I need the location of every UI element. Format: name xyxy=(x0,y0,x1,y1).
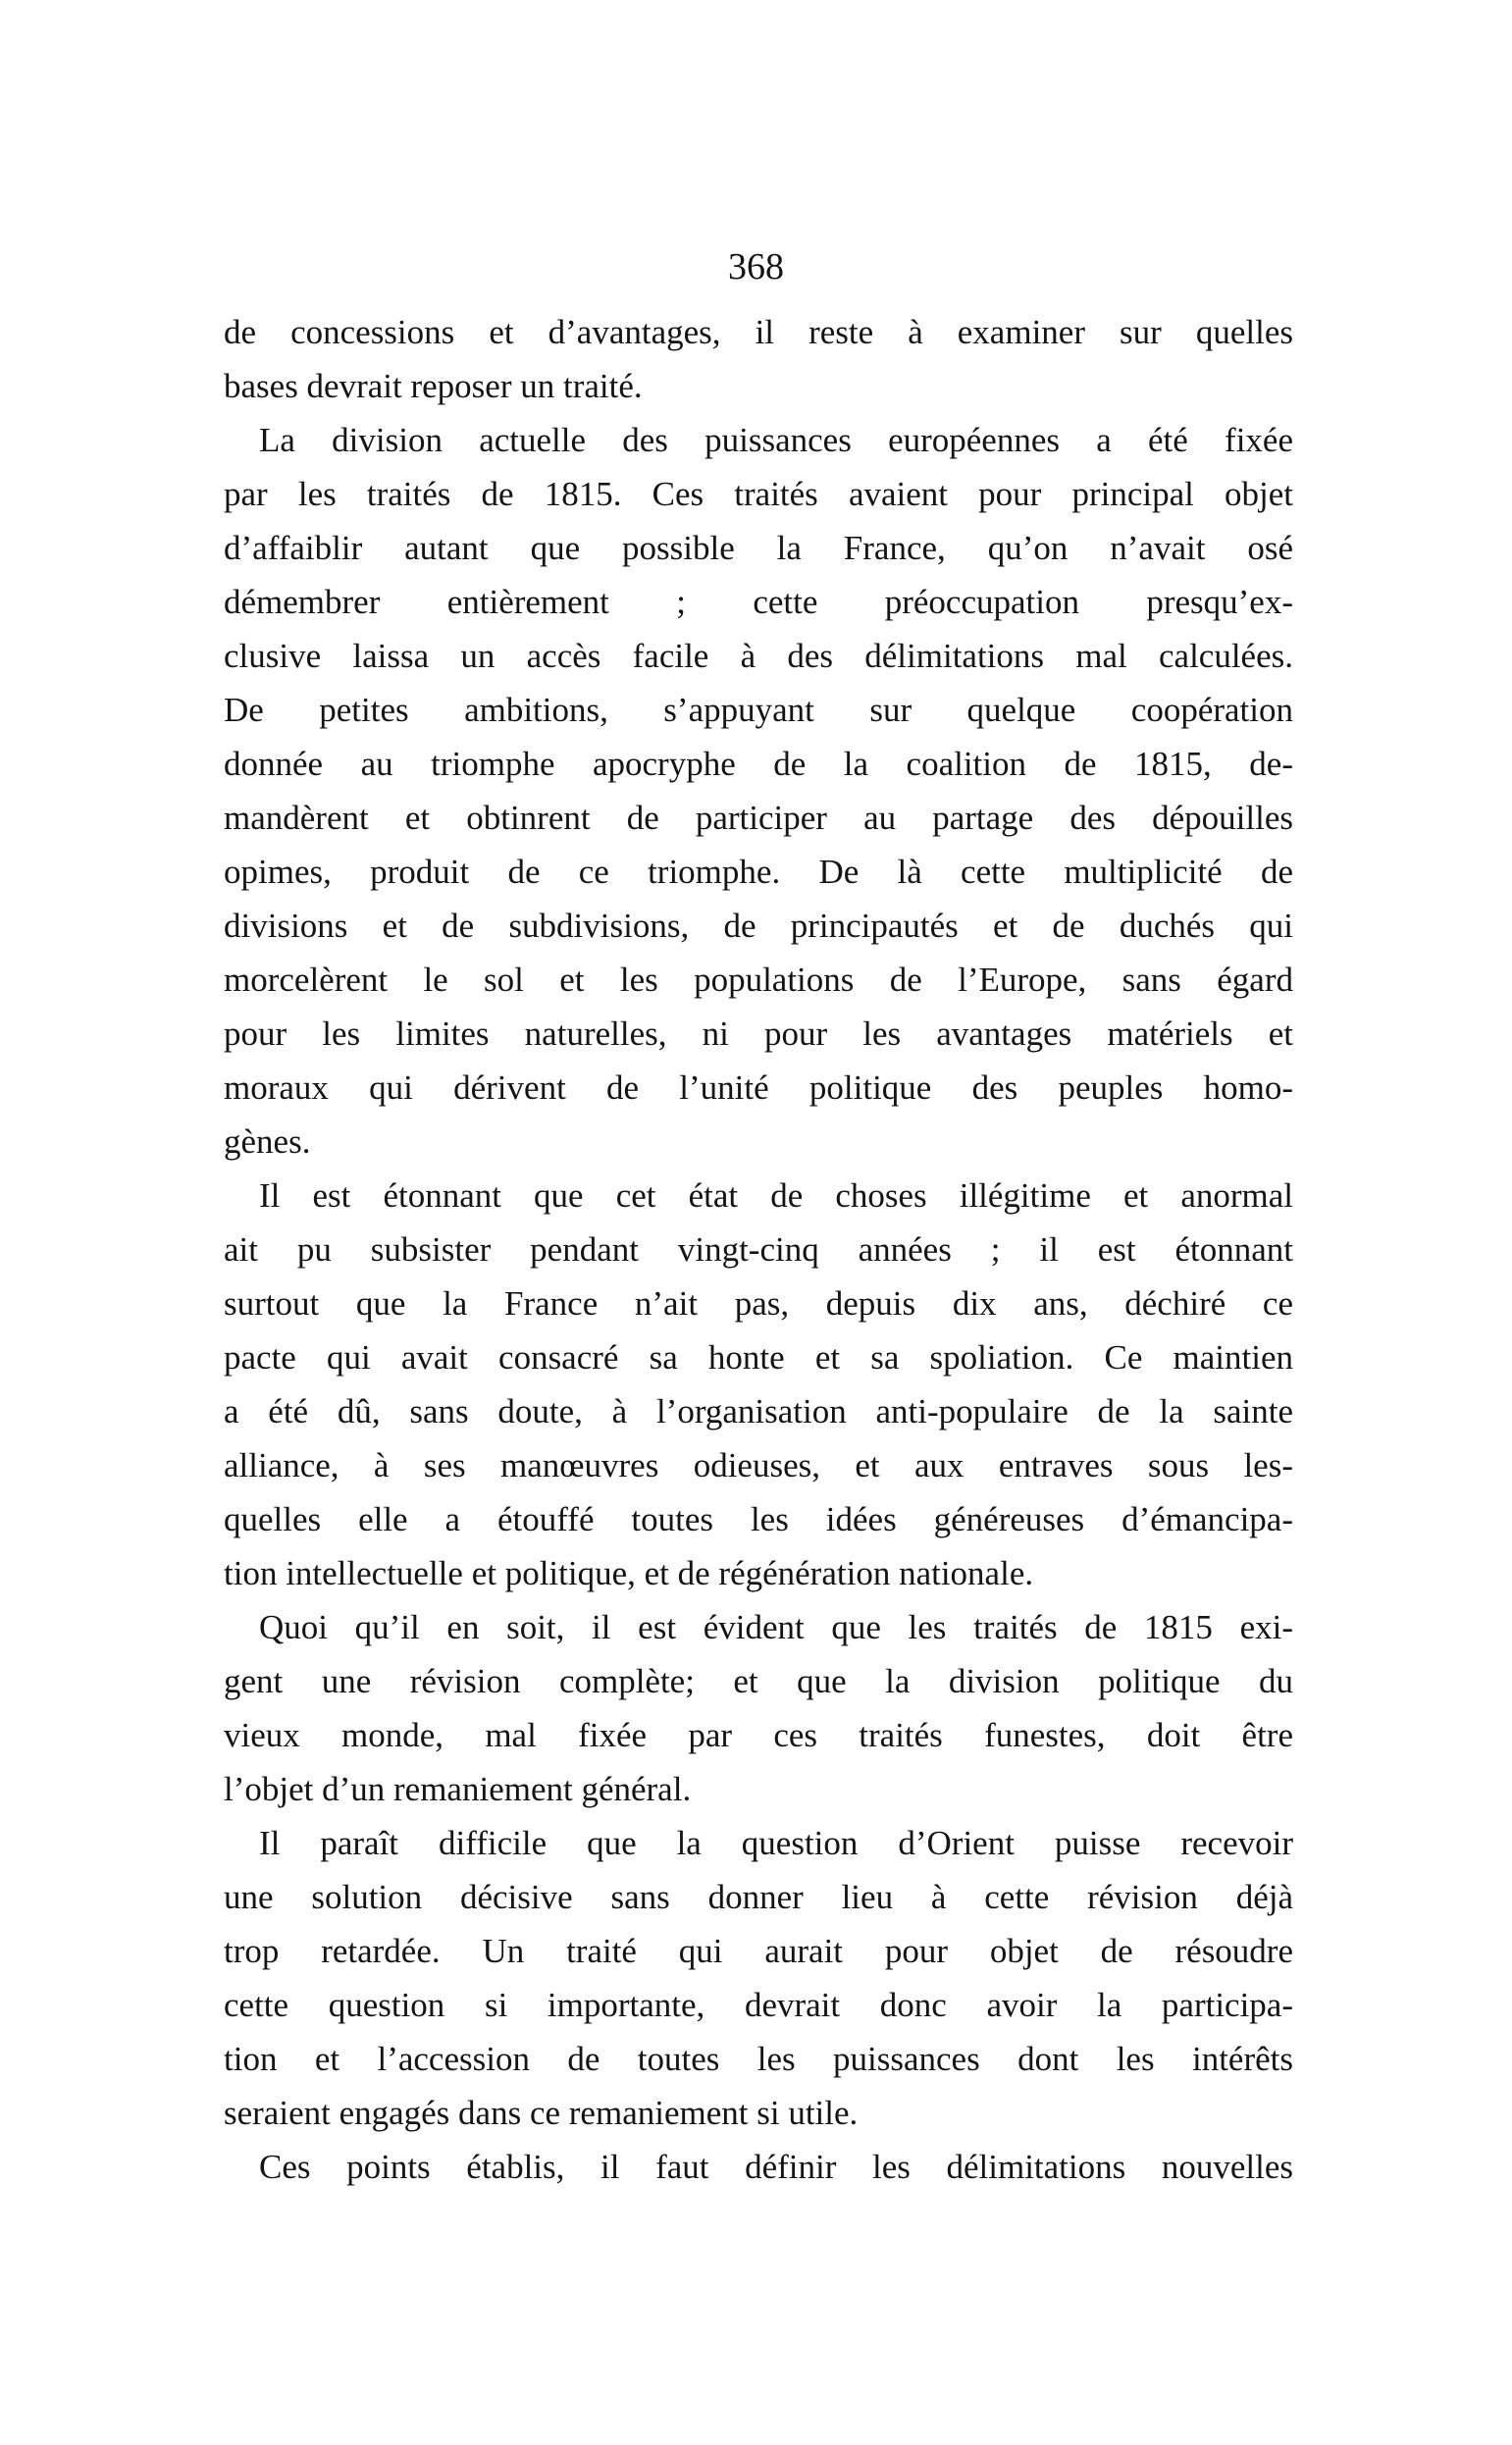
text-line: Il paraît difficile que la question d’Orient puisse recevoir xyxy=(259,1824,1293,1862)
text-line: La division actuelle des puissances européennes a été fixée xyxy=(259,421,1293,459)
text-line: divisions et de subdivisions, de principautés et de duchés qui xyxy=(224,907,1293,945)
text-line: quelles elle a étouffé toutes les idées généreuses d’émancipa- xyxy=(224,1500,1293,1538)
text-line: seraient engagés dans ce remaniement si utile. xyxy=(224,2094,859,2132)
page-number: 368 xyxy=(728,246,784,287)
text-line: clusive laissa un accès facile à des délimitations mal calculées. xyxy=(224,637,1293,675)
text-line: moraux qui dérivent de l’unité politique des peuples homo- xyxy=(224,1068,1293,1107)
text-line: Il est étonnant que cet état de choses illégitime et anormal xyxy=(259,1176,1293,1215)
text-line: tion intellectuelle et politique, et de régénération nationale. xyxy=(224,1554,1034,1592)
text-line: cette question si importante, devrait donc avoir la participa- xyxy=(224,1986,1293,2024)
text-line: une solution décisive sans donner lieu à cette révision déjà xyxy=(224,1878,1293,1916)
text-line: tion et l’accession de toutes les puissances dont les intérêts xyxy=(224,2040,1293,2078)
text-line: Ces points établis, il faut définir les délimitations nouvelles xyxy=(259,2148,1293,2186)
text-line: de concessions et d’avantages, il reste à examiner sur quelles xyxy=(224,313,1293,351)
text-line: pour les limites naturelles, ni pour les avantages matériels et xyxy=(224,1014,1293,1053)
text-line: trop retardée. Un traité qui aurait pour objet de résoudre xyxy=(224,1932,1293,1970)
text-line: surtout que la France n’ait pas, depuis dix ans, déchiré ce xyxy=(224,1284,1293,1323)
text-line: d’affaiblir autant que possible la France, qu’on n’avait osé xyxy=(224,529,1293,567)
text-line: démembrer entièrement ; cette préoccupation presqu’ex- xyxy=(224,583,1293,621)
text-line: vieux monde, mal fixée par ces traités funestes, doit être xyxy=(224,1716,1293,1754)
text-line: bases devrait reposer un traité. xyxy=(224,367,643,405)
body-text xyxy=(224,305,1293,2194)
text-line: morcelèrent le sol et les populations de l’Europe, sans égard xyxy=(224,961,1293,999)
text-line: l’objet d’un remaniement général. xyxy=(224,1770,692,1808)
text-line: Quoi qu’il en soit, il est évident que les traités de 1815 exi- xyxy=(259,1608,1293,1646)
text-line: opimes, produit de ce triomphe. De là cette multiplicité de xyxy=(224,853,1293,891)
text-line: mandèrent et obtinrent de participer au partage des dépouilles xyxy=(224,799,1293,837)
text-line: De petites ambitions, s’appuyant sur quelque coopération xyxy=(224,691,1293,729)
text-line: pacte qui avait consacré sa honte et sa spoliation. Ce maintien xyxy=(224,1338,1293,1377)
text-line: ait pu subsister pendant vingt-cinq années ; il est étonnant xyxy=(224,1230,1293,1269)
text-line: gent une révision complète; et que la division politique du xyxy=(224,1662,1293,1700)
text-line: a été dû, sans doute, à l’organisation anti-populaire de la sainte xyxy=(224,1392,1293,1431)
text-line: gènes. xyxy=(224,1122,311,1161)
text-line: par les traités de 1815. Ces traités avaient pour principal objet xyxy=(224,475,1293,513)
text-line: alliance, à ses manœuvres odieuses, et aux entraves sous les- xyxy=(224,1446,1293,1484)
text-line: donnée au triomphe apocryphe de la coalition de 1815, de- xyxy=(224,745,1293,783)
